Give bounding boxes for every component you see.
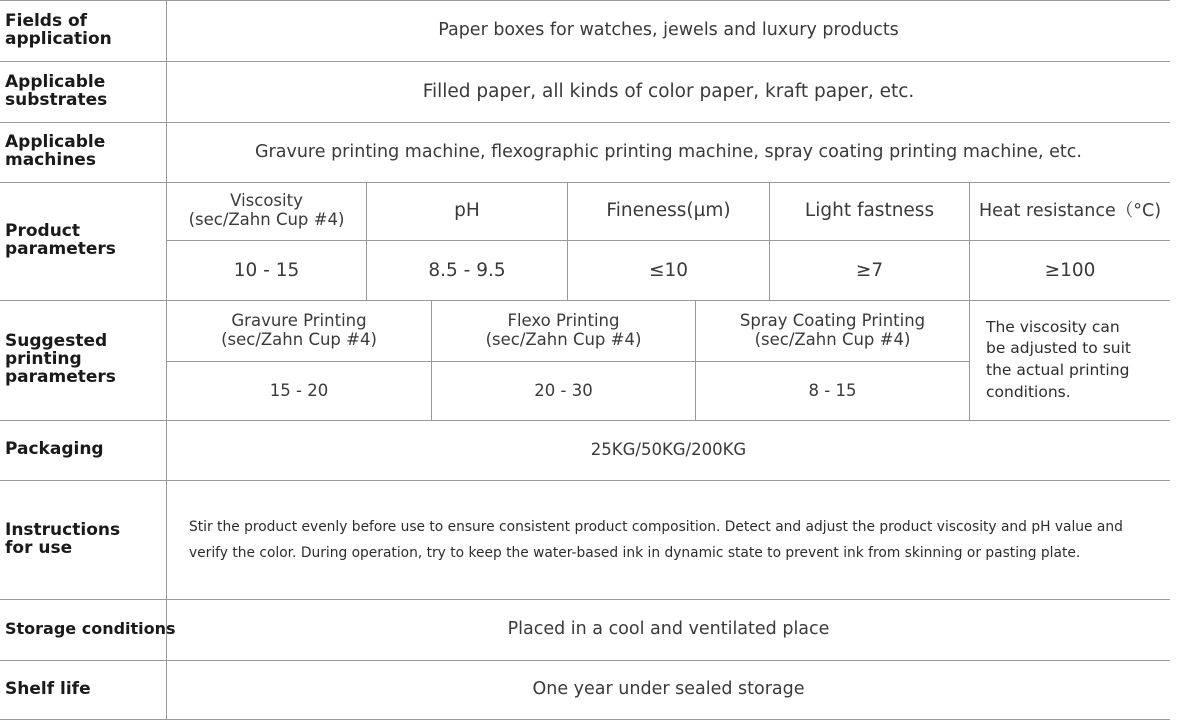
substrates-value: Filled paper, all kinds of color paper, kraft paper, etc. — [422, 80, 915, 102]
header-heat-resistance: Heat resistance（°C) — [978, 200, 1162, 221]
instructions-value: Stir the product evenly before use to ensure consistent product composition. Detect and adjust the product viscosity and pH value and verify the color. During operation, try to keep the water-based ink in dynamic state to prevent ink from skinning or pasting plate. — [189, 518, 1123, 561]
packaging-value: 25KG/50KG/200KG — [590, 439, 747, 459]
header-ph: pH — [454, 200, 480, 222]
value-gravure-printing: 15 - 20 — [269, 380, 329, 400]
value-heat-resistance: ≥100 — [1044, 259, 1096, 281]
header-light-fastness: Light fastness — [804, 200, 935, 222]
header-spray-coating-printing: Spray Coating Printing (sec/Zahn Cup #4) — [739, 310, 926, 349]
row-label-printing-parameters: Suggested printing parameters — [5, 331, 116, 387]
value-spray-coating-printing: 8 - 15 — [808, 380, 857, 400]
value-fineness: ≤10 — [648, 259, 689, 281]
row-label-substrates: Applicable substrates — [5, 71, 108, 110]
row-divider — [0, 719, 1170, 720]
row-label-instructions: Instructions for use — [5, 519, 121, 558]
header-fineness: Fineness(µm) — [606, 200, 731, 222]
machines-value: Gravure printing machine, flexographic printing machine, spray coating printing machine, etc. — [255, 141, 1082, 162]
value-flexo-printing: 20 - 30 — [534, 380, 593, 400]
viscosity-adjustment-note: The viscosity can be adjusted to suit the actual printing conditions. — [986, 317, 1131, 401]
row-label-product-parameters: Product parameters — [5, 221, 116, 259]
row-label-packaging: Packaging — [5, 439, 104, 460]
header-gravure-printing: Gravure Printing (sec/Zahn Cup #4) — [221, 310, 377, 349]
row-label-machines: Applicable machines — [5, 132, 106, 170]
value-viscosity: 10 - 15 — [233, 259, 300, 281]
row-label-fields: Fields of application — [5, 10, 112, 49]
shelf-life-value: One year under sealed storage — [532, 679, 805, 700]
fields-value: Paper boxes for watches, jewels and luxury products — [438, 20, 899, 41]
value-ph: 8.5 - 9.5 — [428, 259, 506, 281]
header-viscosity: Viscosity (sec/Zahn Cup #4) — [188, 191, 345, 229]
row-label-shelf-life: Shelf life — [5, 678, 91, 699]
row-label-storage: Storage conditions — [5, 619, 176, 639]
header-flexo-printing: Flexo Printing (sec/Zahn Cup #4) — [485, 310, 642, 349]
value-light-fastness: ≥7 — [855, 259, 884, 281]
storage-value: Placed in a cool and ventilated place — [507, 619, 830, 640]
